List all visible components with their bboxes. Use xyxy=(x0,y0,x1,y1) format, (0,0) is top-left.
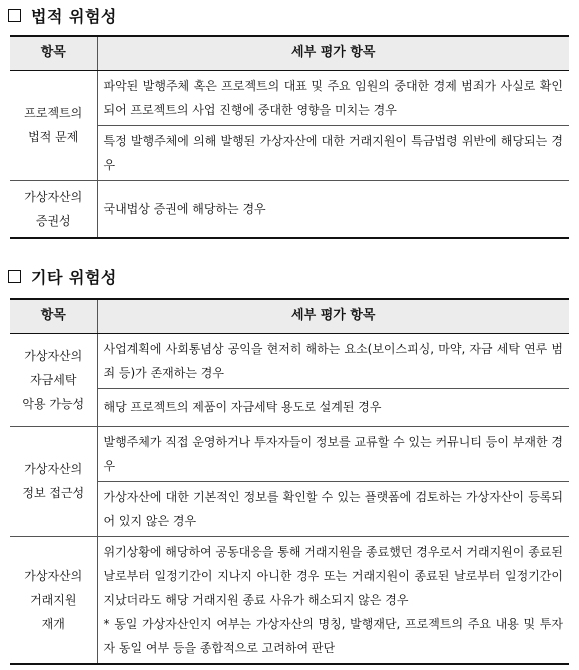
section-title-legal-risk xyxy=(8,4,117,27)
header-item: 항목 xyxy=(10,299,97,333)
table-row xyxy=(10,333,569,388)
table-row xyxy=(10,426,569,481)
other-risk-table xyxy=(10,298,569,665)
section-title-text: 법적 위험성 xyxy=(31,7,117,26)
row-category: 가상자산의 정보 접근성 xyxy=(10,426,97,536)
table-row xyxy=(10,536,569,664)
table-row xyxy=(10,180,569,238)
row-detail: 국내법상 증권에 해당하는 경우 xyxy=(97,180,569,238)
row-detail: 위기상황에 해당하여 공동대응을 통해 거래지원을 종료했던 경우로서 거래지원이 종료된 날로부터 일정기간이 지나지 아니한 경우 또는 거래지원이 종료된 날로부터 일정기간이 지났더라도 해당 거래지원 종료 사유가 해소되지 않은 경우 * 동일 가상자산인지 여부는 가상자산의 명칭, 발행재단, 프로젝트의 주요 내용 및 투자자 동일 여부 등을 종합적으로 고려하여 판단 xyxy=(97,536,569,664)
row-category: 가상자산의 자금세탁 악용 가능성 xyxy=(10,333,97,426)
legal-risk-table xyxy=(10,35,569,239)
row-category: 가상자산의 거래지원 재개 xyxy=(10,536,97,664)
row-detail: 사업계획에 사회통념상 공익을 현저히 해하는 요소(보이스피싱, 마약, 자금 세탁 연루 범죄 등)가 존재하는 경우 xyxy=(97,333,569,388)
checkbox-square-icon xyxy=(8,9,21,22)
section-title-other-risk xyxy=(8,265,117,288)
row-category: 프로젝트의 법적 문제 xyxy=(10,70,97,180)
row-detail: 해당 프로젝트의 제품이 자금세탁 용도로 설계된 경우 xyxy=(97,388,569,426)
header-detail: 세부 평가 항목 xyxy=(97,36,569,70)
section-title-text: 기타 위험성 xyxy=(31,268,117,287)
header-detail: 세부 평가 항목 xyxy=(97,299,569,333)
row-detail: 가상자산에 대한 기본적인 정보를 확인할 수 있는 플랫폼에 검토하는 가상자산이 등록되어 있지 않은 경우 xyxy=(97,481,569,536)
row-detail: 특정 발행주체에 의해 발행된 가상자산에 대한 거래지원이 특금법령 위반에 해당되는 경우 xyxy=(97,125,569,180)
row-category: 가상자산의 증권성 xyxy=(10,180,97,238)
row-detail: 발행주체가 직접 운영하거나 투자자들이 정보를 교류할 수 있는 커뮤니티 등이 부재한 경우 xyxy=(97,426,569,481)
checkbox-square-icon xyxy=(8,270,21,283)
table-row xyxy=(10,70,569,125)
header-item: 항목 xyxy=(10,36,97,70)
row-detail: 파악된 발행주체 혹은 프로젝트의 대표 및 주요 임원의 중대한 경제 범죄가 사실로 확인되어 프로젝트의 사업 진행에 중대한 영향을 미치는 경우 xyxy=(97,70,569,125)
